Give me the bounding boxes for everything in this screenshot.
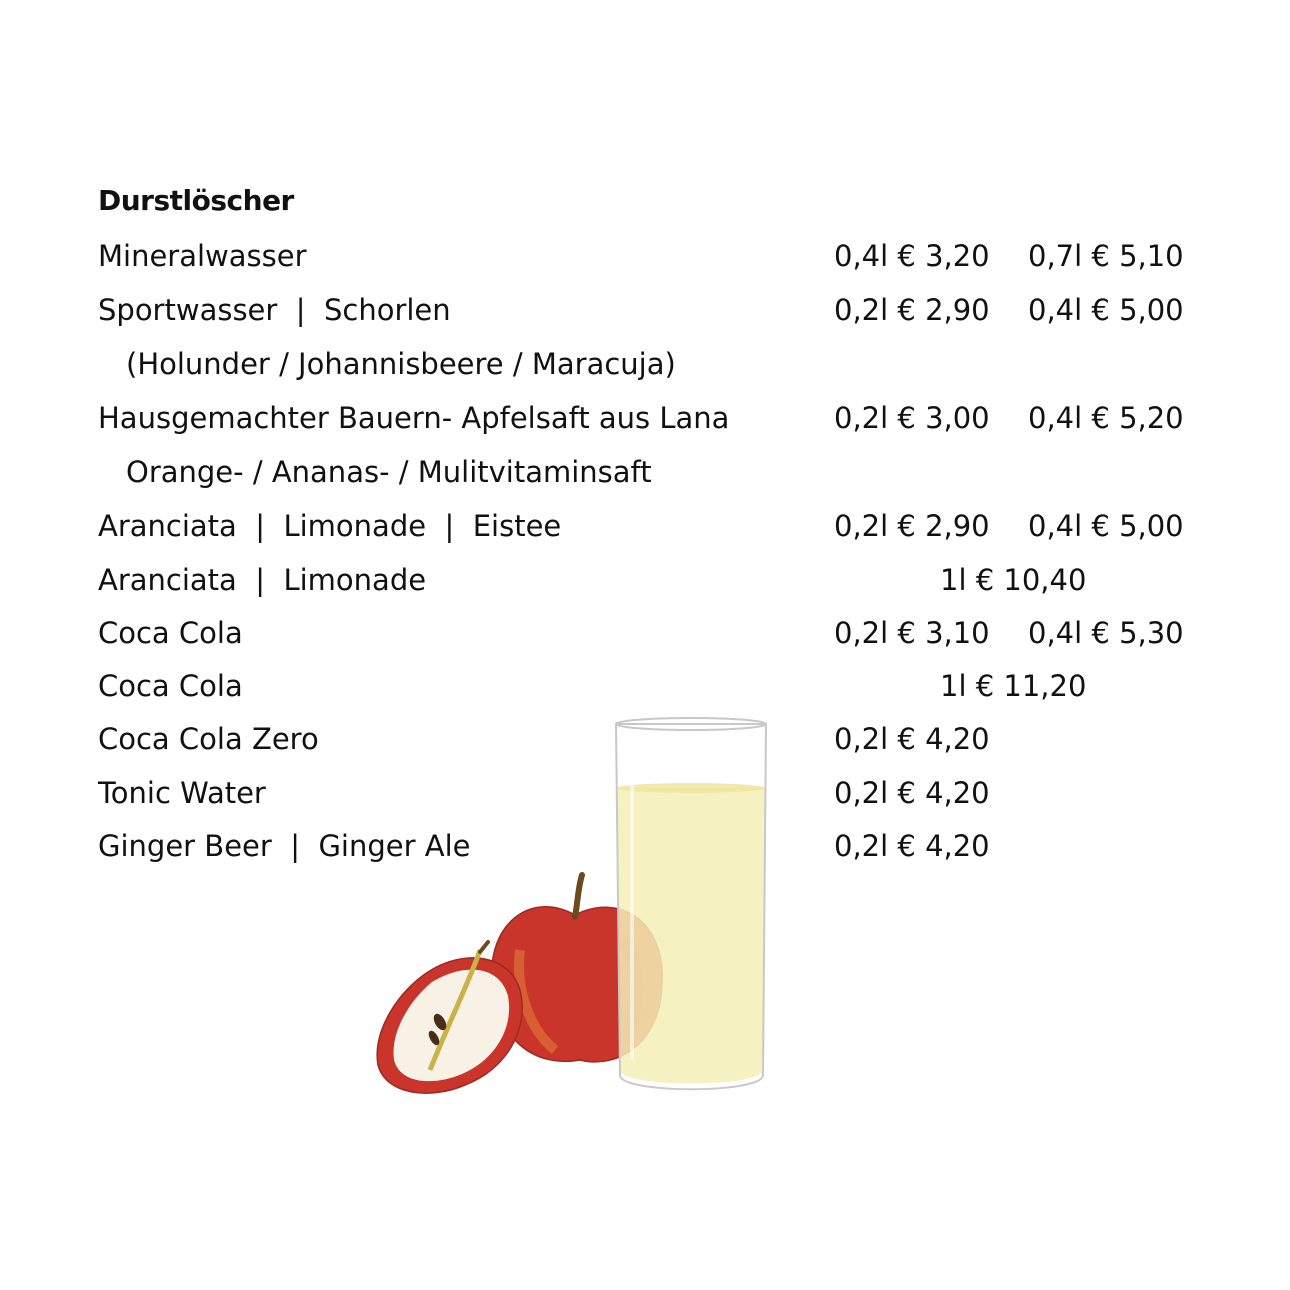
item-price-small: 0,2l € 4,20 — [834, 829, 990, 863]
item-price-large: 0,4l € 5,20 — [1028, 401, 1184, 435]
item-price-small: 0,2l € 4,20 — [834, 722, 990, 756]
half-apple-icon — [377, 942, 522, 1093]
menu-row — [0, 236, 1290, 276]
item-price-large: 0,7l € 5,10 — [1028, 239, 1184, 273]
menu-row — [0, 452, 1290, 492]
menu-row — [0, 344, 1290, 384]
menu-row — [0, 290, 1290, 330]
apple-juice-illustration — [370, 710, 780, 1110]
item-name: Coca Cola — [98, 669, 243, 703]
item-name: Coca Cola — [98, 616, 243, 650]
item-name: Aranciata | Limonade — [98, 563, 427, 597]
item-name: Tonic Water — [98, 776, 266, 810]
item-note: (Holunder / Johannisbeere / Maracuja) — [126, 347, 676, 381]
item-price-liter: 1l € 10,40 — [940, 563, 1087, 597]
item-price-liter: 1l € 11,20 — [940, 669, 1087, 703]
menu-row — [0, 613, 1290, 653]
menu-heading: Durstlöscher — [98, 184, 294, 217]
item-price-large: 0,4l € 5,00 — [1028, 293, 1184, 327]
item-note: Orange- / Ananas- / Mulitvitaminsaft — [126, 455, 652, 489]
item-price-large: 0,4l € 5,00 — [1028, 509, 1184, 543]
item-price-small: 0,2l € 2,90 — [834, 509, 990, 543]
item-price-small: 0,2l € 4,20 — [834, 776, 990, 810]
item-name: Aranciata | Limonade | Eistee — [98, 509, 562, 543]
menu-row — [0, 560, 1290, 600]
item-price-large: 0,4l € 5,30 — [1028, 616, 1184, 650]
item-price-small: 0,4l € 3,20 — [834, 239, 990, 273]
item-price-small: 0,2l € 3,10 — [834, 616, 990, 650]
item-price-small: 0,2l € 2,90 — [834, 293, 990, 327]
item-name: Sportwasser | Schorlen — [98, 293, 451, 327]
item-name: Coca Cola Zero — [98, 722, 319, 756]
menu-row — [0, 666, 1290, 706]
menu-row — [0, 398, 1290, 438]
item-name: Ginger Beer | Ginger Ale — [98, 829, 471, 863]
item-price-small: 0,2l € 3,00 — [834, 401, 990, 435]
apple-juice-icon — [370, 710, 780, 1110]
juice-glass-icon — [616, 718, 766, 1089]
item-name: Hausgemachter Bauern- Apfelsaft aus Lana — [98, 401, 730, 435]
menu-row — [0, 506, 1290, 546]
item-name: Mineralwasser — [98, 239, 307, 273]
